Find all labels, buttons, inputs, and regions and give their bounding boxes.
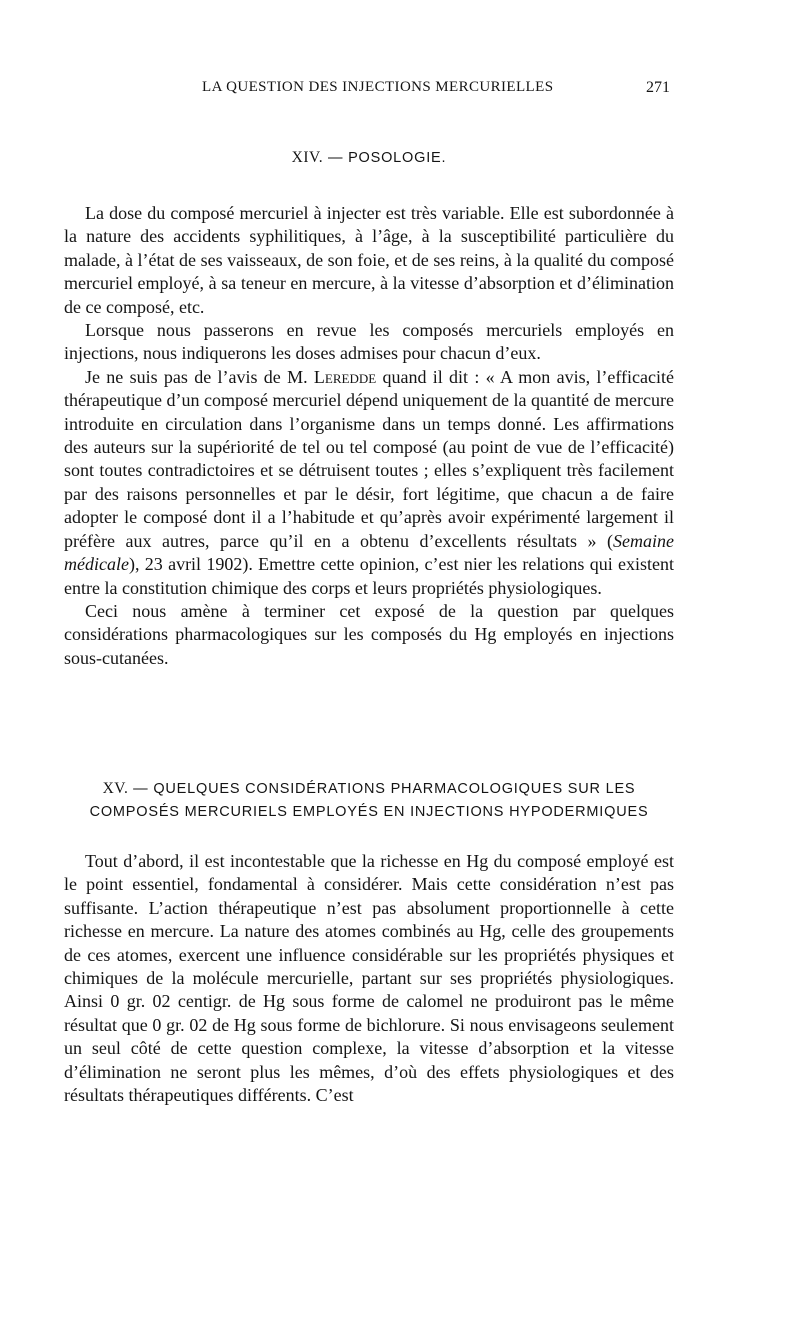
paragraph-leredde-quote: [64, 366, 674, 600]
author-name: Leredde: [313, 366, 377, 387]
running-title: LA QUESTION DES INJECTIONS MERCURIELLES: [202, 79, 554, 95]
running-head: [64, 79, 674, 101]
paragraph: La dose du composé mercuriel à injecter est très variable. Elle est subordonnée à la nature des accidents syphilitiques, à l’âge, à la susceptibilité particulière du malade, à l’état de ses vaisseaux, de son foie, et de ses reins, à la qualité du composé mercuriel employé, à sa teneur en mercure, à la vitesse d’absorption et d’élimination de ce composé, etc.: [64, 203, 674, 317]
page-number: 271: [646, 79, 670, 96]
section-xv-body: [64, 850, 674, 1107]
paragraph-text: Je ne suis pas de l’avis de M.: [85, 366, 314, 387]
section-numeral: XIV.: [291, 149, 324, 166]
section-dash: —: [323, 150, 349, 166]
section-dash: —: [128, 781, 154, 797]
section-title-line2: COMPOSÉS MERCURIELS EMPLOYÉS EN INJECTIONS HYPODERMIQUES: [89, 804, 649, 820]
section-xiv-body: [64, 202, 674, 670]
section-title: POSOLOGIE.: [348, 150, 447, 166]
paragraph: Ceci nous amène à terminer cet exposé de la question par quelques considérations pharmacologiques sur les composés du Hg employés en injections sous-cutanées.: [64, 600, 674, 668]
paragraph: Tout d’abord, il est incontestable que la richesse en Hg du composé employé est le point essentiel, fondamental à considérer. Mais cette considération n’est pas suffisante. L’action thérapeutique n’est pas absolument proportionnelle à cette richesse en mercure. La nature des atomes combinés au Hg, celle des groupements de ces atomes, exercent une influence considérable sur les propriétés physiques et chimiques de la molécule mercurielle, partant sur ses propriétés physiologiques. Ainsi 0 gr. 02 centigr. de Hg sous forme de calomel ne produiront pas le même résultat que 0 gr. 02 de Hg sous forme de bichlorure. Si nous envisageons seulement un seul côté de cette question complexe, la vitesse d’absorption et la vitesse d’élimination ne seront plus les mêmes, d’où des effets physiologiques et des résultats thérapeutiques différents. C’est: [64, 851, 674, 1106]
section-title-line1: QUELQUES CONSIDÉRATIONS PHARMACOLOGIQUES SUR LES: [153, 781, 636, 797]
section-heading-line: [64, 777, 674, 801]
book-page: [64, 0, 674, 1329]
paragraph: Lorsque nous passerons en revue les composés mercuriels employés en injections, nous indiquerons les doses admises pour chacun d’eux.: [64, 320, 674, 364]
citation-title: Semaine médicale: [64, 530, 674, 575]
section-heading-xv: [64, 777, 674, 824]
section-heading-xiv: [64, 149, 674, 167]
paragraph-text: ), 23 avril 1902). Emettre cette opinion, c’est nier les relations qui existent entre la constitution chimique des corps et leurs propriétés physiologiques.: [64, 554, 674, 598]
section-numeral: XV.: [102, 780, 129, 797]
quotation-text: quand il dit : « A mon avis, l’efficacité thérapeutique d’un composé mercuriel dépend uniquement de la quantité de mercure introduite en circulation dans l’organisme dans un temps donné. Les affirmations des auteurs sur la supériorité de tel ou tel composé (au point de vue de l’efficacité) sont toutes contradictoires et se détruisent toutes ; elles s’expliquent très facilement par des raisons personnelles et par le désir, fort légitime, que chacun a de faire adopter le composé dont il a l’habitude et qu’après avoir expérimenté largement il préfère aux autres, parce qu’il en a obtenu d’excellents résultats » (: [64, 366, 674, 551]
